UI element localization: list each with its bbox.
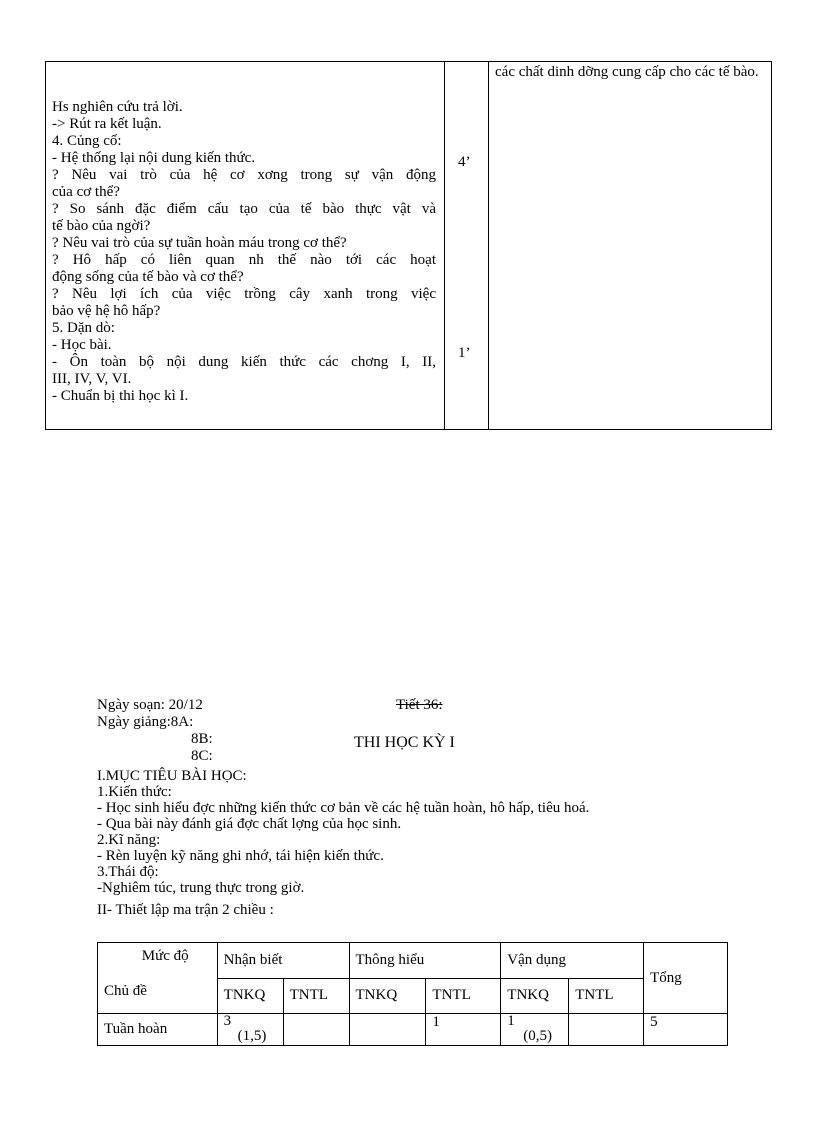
comprehension-header: Thông hiểu (349, 943, 501, 979)
activity-line: ? Nêu vai trò của hệ cơ xơng trong sự vận động (52, 167, 436, 183)
activity-line: của cơ thể? (52, 184, 120, 200)
objective-line: 3.Thái độ: (97, 864, 159, 880)
content-column: các chất dinh dỡng cung cấp cho các tế bào. (495, 64, 759, 80)
activity-line: -> Rút ra kết luận. (52, 116, 162, 132)
activity-line: Hs nghiên cứu trả lời. (52, 99, 183, 115)
activity-line: bảo vệ hệ hô hấp? (52, 303, 161, 319)
topic-label: Chủ đề (104, 983, 147, 999)
score-value: (1,5) (237, 1028, 267, 1044)
objectives-heading: I.MỤC TIÊU BÀI HỌC: (97, 768, 247, 784)
subheader: TNKQ (501, 978, 569, 1014)
subheader: TNKQ (349, 978, 426, 1014)
cell (283, 1014, 349, 1046)
header-corner (98, 943, 218, 1014)
table-row (98, 1014, 728, 1046)
activity-line: 4. Củng cố: (52, 133, 122, 149)
activity-line: - Hệ thống lại nội dung kiến thức. (52, 150, 256, 166)
objective-line: - Học sinh hiểu đợc những kiến thức cơ bản về các hệ tuần hoàn, hô hấp, tiêu hoá. (97, 800, 590, 816)
time-allocation: 4’ (458, 154, 471, 170)
activity-line: động sống của tế bào và cơ thể? (52, 269, 244, 285)
activity-line: III, IV, V, VI. (52, 371, 132, 387)
count-value: 1 (507, 1013, 515, 1029)
objectives-section (97, 768, 589, 918)
matrix-section-heading: II- Thiết lập ma trận 2 chiều : (97, 902, 274, 918)
activity-line: - Chuẩn bị thi học kì I. (52, 388, 189, 404)
objective-line: -Nghiêm túc, trung thực trong giờ. (97, 880, 305, 896)
subheader: TNTL (426, 978, 501, 1014)
lesson-table (45, 61, 772, 430)
cell (569, 1014, 644, 1046)
activity-line: 5. Dặn dò: (52, 320, 115, 336)
time-allocation: 1’ (458, 345, 471, 361)
objective-line: 1.Kiến thức: (97, 784, 172, 800)
objective-line: 2.Kĩ năng: (97, 832, 161, 848)
column-divider (488, 62, 489, 429)
cell: 1 (426, 1014, 501, 1046)
assessment-matrix (97, 942, 728, 1046)
class-8b: 8B: (191, 731, 213, 747)
total-header: Tổng (644, 943, 728, 1014)
subheader: TNKQ (217, 978, 283, 1014)
objective-line: - Rèn luyện kỹ năng ghi nhớ, tái hiện kiến thức. (97, 848, 384, 864)
page-title: THI HỌC KỲ I (354, 734, 455, 751)
topic-cell: Tuần hoàn (98, 1014, 218, 1046)
objective-line: - Qua bài này đánh giá đợc chất lợng của học sinh. (97, 816, 402, 832)
activity-line: ? Nêu vai trò của sự tuần hoàn máu trong cơ thể? (52, 235, 347, 251)
lesson-number: Tiết 36: (396, 697, 443, 713)
cell (501, 1014, 569, 1046)
activity-line: tế bào của ngời? (52, 218, 151, 234)
teaching-date: Ngày giảng:8A: (97, 714, 194, 730)
activity-line: - Ôn toàn bộ nội dung kiến thức các chơng I, II, (52, 354, 436, 370)
count-value: 3 (223, 1013, 232, 1029)
column-divider (444, 62, 445, 429)
activity-line: ? Hô hấp có liên quan nh thế nào tới các hoạt (52, 252, 436, 268)
activity-line: - Học bài. (52, 337, 112, 353)
cell (349, 1014, 426, 1046)
score-value: (0,5) (523, 1028, 553, 1044)
recognition-header: Nhận biết (217, 943, 349, 979)
activity-line: ? Nêu lợi ích của việc trồng cây xanh trong việc (52, 286, 436, 302)
class-8c: 8C: (191, 748, 213, 764)
subheader: TNTL (283, 978, 349, 1014)
activity-column (52, 99, 436, 405)
cell (217, 1014, 283, 1046)
total-cell: 5 (644, 1014, 728, 1046)
level-label: Mức độ (141, 948, 189, 964)
application-header: Vận dụng (501, 943, 644, 979)
activity-line: ? So sánh đặc điểm cấu tạo của tế bào thực vật và (52, 201, 436, 217)
preparation-date: Ngày soạn: 20/12 (97, 697, 203, 713)
subheader: TNTL (569, 978, 644, 1014)
